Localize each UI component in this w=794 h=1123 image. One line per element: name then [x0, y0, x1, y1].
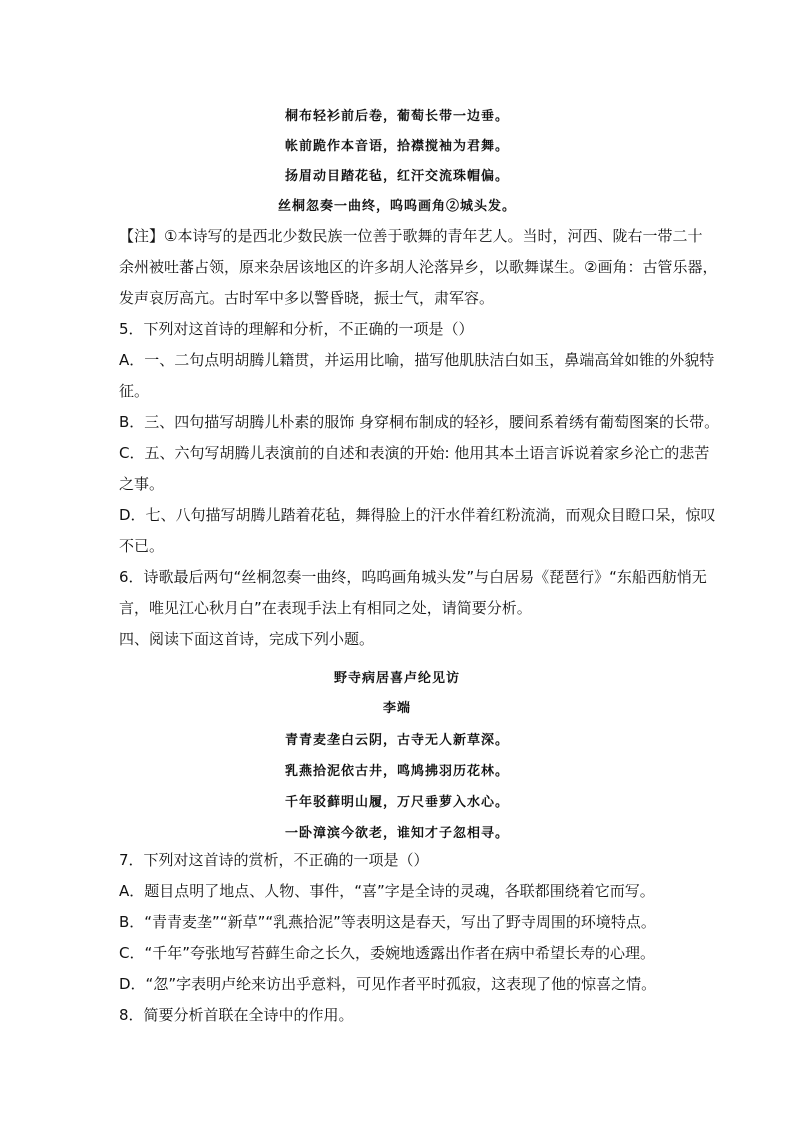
poem1-note-line: 发声哀厉高亢。古时军中多以警昏晓，振士气，肃军容。: [119, 289, 495, 307]
question-8-stem: 8．简要分析首联在全诗中的作用。: [119, 1006, 354, 1024]
question-7-stem: 7．下列对这首诗的赏析，不正确的一项是（）: [119, 851, 429, 869]
question-5-stem: 5．下列对这首诗的理解和分析，不正确的一项是（）: [119, 320, 474, 338]
poem1-note-line: 余州被吐蕃占领，原来杂居该地区的许多胡人沦落异乡，以歌舞谋生。②画角：古管乐器，: [119, 258, 718, 276]
poem1-line: 扬眉动目踏花毡，红汗交流珠帽偏。: [284, 169, 509, 184]
poem1-line: 帐前跪作本音语，拾襟搅袖为君舞。: [284, 139, 509, 154]
question-5-option: C．五、六句写胡腾儿表演前的自述和表演的开始: 他用其本土语言诉说着家乡沦亡的悲苦: [119, 444, 710, 462]
question-5-option: B．三、四句描写胡腾儿朴素的服饰 身穿桐布制成的轻衫，腰间系着绣有葡萄图案的长带。: [119, 413, 720, 431]
question-5-option: 征。: [119, 382, 150, 400]
question-7-option: B．“青青麦垄”“新草”“乳燕拾泥”等表明这是春天，写出了野寺周围的环境特点。: [119, 913, 656, 931]
question-7-option: C．“千年”夸张地写苔藓生命之长久，委婉地透露出作者在病中希望长寿的心理。: [119, 944, 656, 962]
poem2-line: 乳燕拾泥依古井，鸣鸠拂羽历花林。: [284, 764, 509, 779]
poem2-author: 李端: [382, 701, 411, 716]
poem1-line: 桐布轻衫前后卷，葡萄长带一边垂。: [284, 109, 509, 124]
poem1-line: 丝桐忽奏一曲终，呜呜画角②城头发。: [277, 199, 516, 214]
question-5-option: A．一、二句点明胡腾儿籍贯，并运用比喻，描写他肌肤洁白如玉，鼻端高耸如锥的外貌特: [119, 351, 715, 369]
question-5-option: D．七、八句描写胡腾儿踏着花毡，舞得脸上的汗水伴着红粉流淌，而观众目瞪口呆，惊叹: [119, 506, 716, 524]
question-5-option: 不已。: [119, 537, 165, 555]
question-6-line: 6．诗歌最后两句“丝桐忽奏一曲终，呜呜画角城头发”与白居易《琵琶行》“东船西舫悄无: [119, 568, 707, 586]
question-6-line: 言，唯见江心秋月白”在表现手法上有相同之处，请简要分析。: [119, 599, 532, 617]
poem2-line: 一卧漳滨今欲老，谁知才子忽相寻。: [284, 826, 509, 841]
question-7-option: D．“忽”字表明卢纶来访出乎意料，可见作者平时孤寂，这表现了他的惊喜之情。: [119, 975, 657, 993]
section-4-heading: 四、阅读下面这首诗，完成下列小题。: [119, 630, 375, 648]
poem1-note-line: 【注】①本诗写的是西北少数民族一位善于歌舞的青年艺人。当时，河西、陇右一带二十: [119, 227, 703, 245]
poem2-line: 青青麦垄白云阴，古寺无人新草深。: [284, 733, 509, 748]
poem2-title: 野寺病居喜卢纶见访: [333, 671, 460, 686]
question-5-option: 之事。: [119, 475, 165, 493]
question-7-option: A．题目点明了地点、人物、事件，“喜”字是全诗的灵魂，各联都围绕着它而写。: [119, 882, 655, 900]
poem2-line: 千年驳藓明山履，万尺垂萝入水心。: [284, 795, 509, 810]
